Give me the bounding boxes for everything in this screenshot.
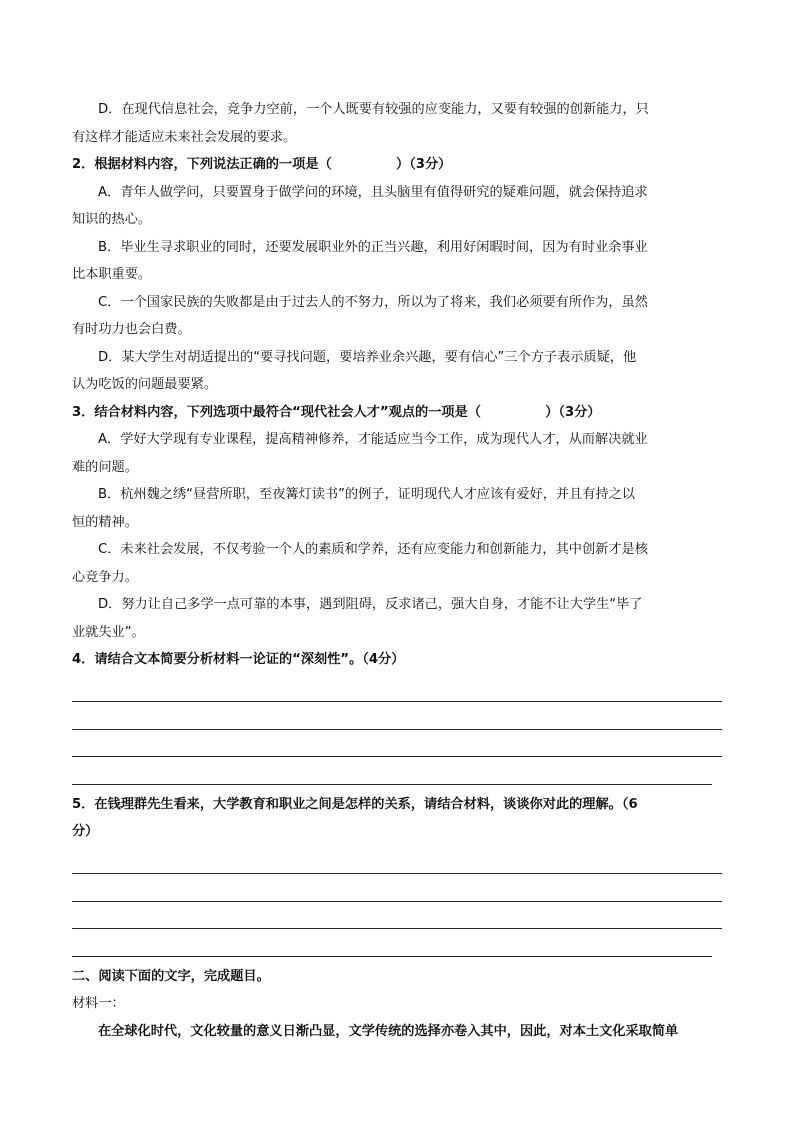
- answer-line[interactable]: [72, 757, 712, 785]
- q5-stem-line2: 分）: [72, 824, 99, 839]
- q3-stem: 3．结合材料内容，下列选项中最符合“现代社会人才”观点的一项是（ ）（3分）: [72, 404, 601, 420]
- q2-option-c-line1: C．一个国家民族的失败都是由于过去人的不努力，所以为了将来，我们必须要有所作为，虽然: [98, 294, 648, 310]
- exam-page: [72, 96, 722, 1045]
- q2-option-a-line2: 知识的热心。: [72, 212, 152, 227]
- answer-line[interactable]: [72, 874, 722, 902]
- q3-option-a-line1: A．学好大学现有专业课程，提高精神修养，才能适应当今工作，成为现代人才，从而解决就业: [98, 432, 648, 447]
- answer-line[interactable]: [72, 847, 722, 875]
- q4-stem: 4．请结合文本简要分析材料一论证的“深刻性”。（4分）: [72, 652, 405, 667]
- q3-option-c-line1: C．未来社会发展，不仅考验一个人的素质和学养，还有应变能力和创新能力，其中创新才是核: [98, 542, 648, 557]
- q3-option-d-line2: 业就失业”。: [72, 624, 145, 640]
- answer-line[interactable]: [72, 675, 722, 703]
- material-paragraph-line1: 在全球化时代，文化较量的意义日渐凸显，文学传统的选择亦卷入其中，因此，对本土文化采取简单: [98, 1023, 679, 1039]
- answer-line[interactable]: [72, 929, 712, 957]
- q3-option-d-line1: D．努力让自己多学一点可靠的本事，遇到阻碍，反求诸己，强大自身，才能不让大学生“毕了: [98, 597, 643, 612]
- q3-option-c-line2: 心竞争力。: [72, 569, 138, 585]
- q3-option-b-line2: 恒的精神。: [72, 514, 138, 530]
- answer-line[interactable]: [72, 902, 722, 930]
- material-label: 材料一：: [72, 996, 125, 1011]
- answer-line[interactable]: [72, 730, 722, 758]
- q2-option-b-line1: B．毕业生寻求职业的同时，还要发展职业外的正当兴趣，利用好闲暇时间，因为有时业余事业: [98, 239, 648, 255]
- q5-answer-area[interactable]: [72, 847, 722, 957]
- q1-option-d-line1: D．在现代信息社会，竞争力空前，一个人既要有较强的应变能力，又要有较强的创新能力，只: [98, 102, 649, 117]
- q2-option-c-line2: 有时功力也会白费。: [72, 322, 191, 337]
- q2-option-a-line1: A．青年人做学问，只要置身于做学问的环境，且头脑里有值得研究的疑难问题，就会保持追求: [98, 184, 648, 200]
- q4-answer-area[interactable]: [72, 675, 722, 785]
- section2-heading: 二、阅读下面的文字，完成题目。: [72, 968, 270, 984]
- q2-option-d-line2: 认为吃饭的问题最要紧。: [72, 377, 218, 392]
- q2-option-b-line2: 比本职重要。: [72, 267, 152, 282]
- q5-stem-line1: 5．在钱理群先生看来，大学教育和职业之间是怎样的关系，请结合材料，谈谈你对此的理解。（6: [72, 796, 638, 812]
- q3-option-a-line2: 难的问题。: [72, 459, 138, 475]
- q2-stem: 2．根据材料内容，下列说法正确的一项是（ ）（3分）: [72, 157, 452, 172]
- answer-line[interactable]: [72, 702, 722, 730]
- q1-option-d-line2: 有这样才能适应未来社会发展的要求。: [72, 129, 297, 145]
- q2-option-d-line1: D．某大学生对胡适提出的“要寻找问题，要培养业余兴趣，要有信心”三个方子表示质疑，他: [98, 349, 637, 365]
- q3-option-b-line1: B．杭州魏之绣“昼营所职，至夜篝灯读书”的例子，证明现代人才应该有爱好，并且有持之以: [98, 487, 636, 502]
